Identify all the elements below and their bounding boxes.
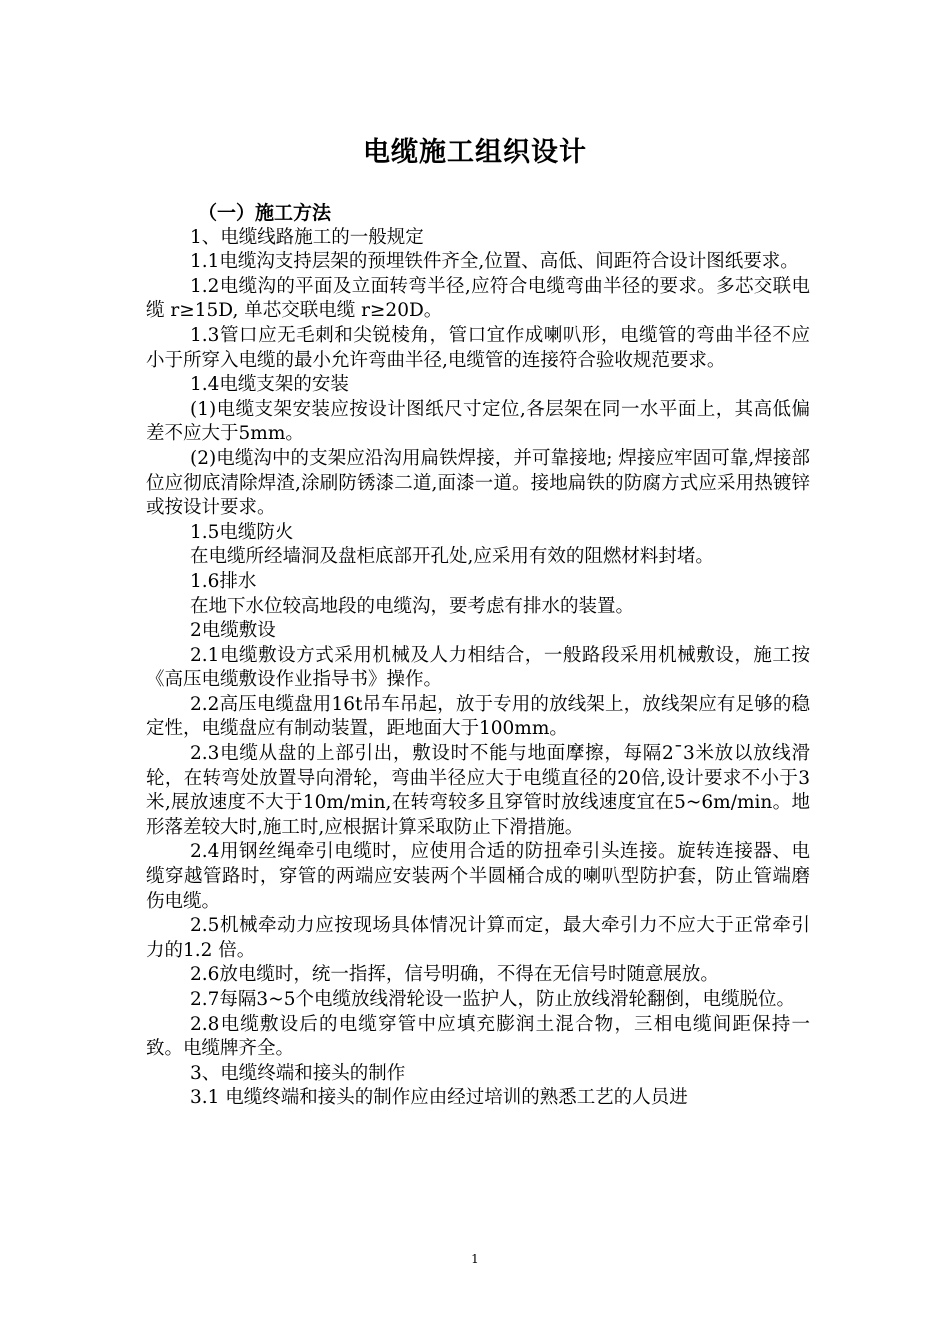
document-title: 电缆施工组织设计 [363, 137, 587, 168]
paragraph-1-4-item-2: (2)电缆沟中的支架应沿沟用扁铁焊接，并可靠接地; 焊接应牢固可靠,焊接部位应彻底清除焊渣,涂刷防锈漆二道,面漆一道。接地扁铁的防腐方式应采用热镀锌或按设计要求。 [146, 447, 810, 519]
paragraph-3: 3、电缆终端和接头的制作 [190, 1062, 406, 1084]
paragraph-1-2: 1.2电缆沟的平面及立面转弯半径,应符合电缆弯曲半径的要求。多芯交联电缆 r≥15D, 单芯交联电缆 r≥20D。 [146, 275, 810, 322]
paragraph-1-6-body: 在地下水位较高地段的电缆沟，要考虑有排水的装置。 [190, 595, 635, 617]
page-number: 1 [471, 1252, 479, 1266]
paragraph-1-5-body: 在电缆所经墙洞及盘柜底部开孔处,应采用有效的阻燃材料封堵。 [190, 546, 714, 568]
paragraph-1-4: 1.4电缆支架的安装 [190, 374, 349, 396]
paragraph-2-2: 2.2高压电缆盘用16t吊车吊起，放于专用的放线架上，放线架应有足够的稳定性，电缆盘应有制动装置，距地面大于100mm。 [146, 693, 810, 740]
paragraph-1: 1、电缆线路施工的一般规定 [190, 226, 424, 248]
section-heading: （一）施工方法 [198, 202, 332, 224]
paragraph-1-1: 1.1电缆沟支持层架的预埋铁件齐全,位置、高低、间距符合设计图纸要求。 [190, 251, 799, 273]
paragraph-1-4-item-1: (1)电缆支架安装应按设计图纸尺寸定位,各层架在同一水平面上，其高低偏差不应大于5mm。 [146, 398, 810, 445]
paragraph-1-5: 1.5电缆防火 [190, 521, 294, 543]
paragraph-2-3: 2.3电缆从盘的上部引出，敷设时不能与地面摩擦，每隔2¯3米放以放线滑轮，在转弯处放置导向滑轮，弯曲半径应大于电缆直径的20倍,设计要求不小于3米,展放速度不大于10m/min,在转弯较多且穿管时放线速度宜在5~6m/min。地形落差较大时,施工时,应根据计算采取防止下滑措施。 [146, 743, 810, 838]
paragraph-2-4: 2.4用钢丝绳牵引电缆时，应使用合适的防扭牵引头连接。旋转连接器、电缆穿越管路时，穿管的两端应安装两个半圆桶合成的喇叭型防护套，防止管端磨伤电缆。 [146, 841, 810, 912]
document-body [146, 201, 810, 1111]
paragraph-2-5: 2.5机械牵动力应按现场具体情况计算而定，最大牵引力不应大于正常牵引力的1.2 倍。 [146, 915, 810, 961]
paragraph-2-7: 2.7每隔3~5个电缆放线滑轮设一监护人，防止放线滑轮翻倒，电缆脱位。 [190, 989, 795, 1010]
paragraph-1-3: 1.3管口应无毛刺和尖锐棱角，管口宜作成喇叭形，电缆管的弯曲半径不应小于所穿入电缆的最小允许弯曲半径,电缆管的连接符合验收规范要求。 [146, 324, 810, 371]
paragraph-2: 2电缆敷设 [190, 620, 276, 642]
paragraph-2-6: 2.6放电缆时，统一指挥，信号明确，不得在无信号时随意展放。 [190, 964, 719, 986]
paragraph-3-1: 3.1 电缆终端和接头的制作应由经过培训的熟悉工艺的人员进 [190, 1087, 688, 1109]
paragraph-1-6: 1.6排水 [190, 570, 257, 592]
paragraph-2-1: 2.1电缆敷设方式采用机械及人力相结合，一般路段采用机械敷设，施工按《高压电缆敷设作业指导书》操作。 [146, 644, 810, 691]
paragraph-2-8: 2.8电缆敷设后的电缆穿管中应填充膨润土混合物，三相电缆间距保持一致。电缆牌齐全。 [146, 1013, 810, 1060]
